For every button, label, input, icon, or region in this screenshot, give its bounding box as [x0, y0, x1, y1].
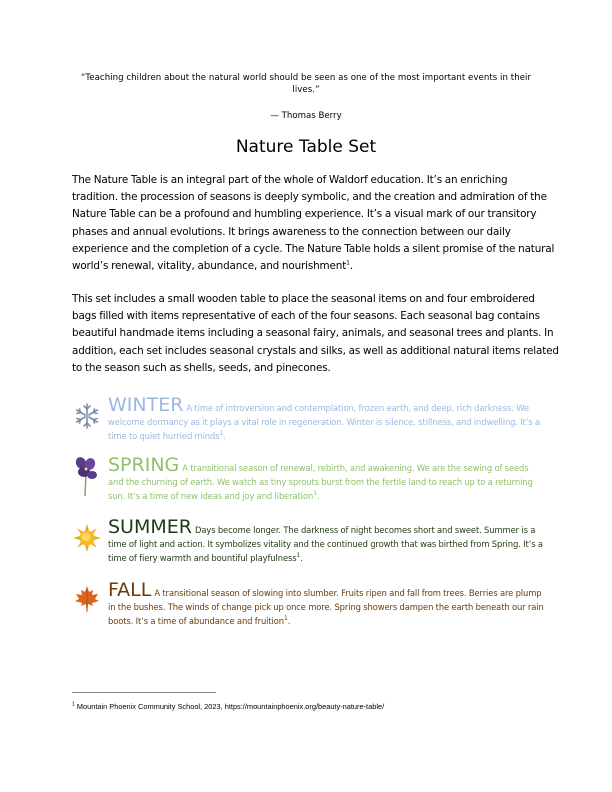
paragraph-line: phases and annual evolutions. It brings awareness to the connection between our daily: [72, 225, 511, 238]
season-text-line: time of light and action. It symbolizes vitality and the continued growth that was birthed from Spring. It’s a: [108, 539, 543, 549]
sentence-end: .: [287, 616, 291, 626]
paragraph-line: This set includes a small wooden table to place the seasonal items on and four embroidered: [72, 293, 535, 305]
season-text-line: Days become longer. The darkness of night becomes short and sweet. Summer is a: [194, 525, 536, 535]
maple-leaf-icon: [72, 584, 102, 614]
season-text-line: A time of introversion and contemplation, frozen earth, and deep, rich darkness. We: [186, 403, 529, 413]
sentence-end: .: [349, 260, 353, 273]
season-text-line: sun. It’s a time of new ideas and joy and liberation: [108, 491, 314, 501]
sentence-end: .: [300, 553, 303, 563]
page-title: Nature Table Set: [235, 137, 377, 157]
paragraph-line: Nature Table can be a profound and humbling experience. It’s a visual mark of our transitory: [72, 208, 537, 221]
paragraph-line: beautiful handmade items including a seasonal fairy, animals, and seasonal trees and plants. In: [72, 327, 554, 340]
paragraph-line-text: world’s renewal, vitality, abundance, and nourishment: [72, 260, 347, 273]
footnote-reference[interactable]: 1: [346, 259, 350, 267]
epigraph-attribution: — Thomas Berry: [270, 111, 342, 121]
season-text-line: A transitional season of slowing into slumber. Fruits ripen and fall from trees. Berries are plump: [154, 588, 542, 598]
sentence-end: .: [316, 491, 320, 501]
season-text-line: and the churning of earth. We watch as tiny sprouts burst from the fertile land to reach up to a returning: [108, 477, 533, 487]
paragraph-line: The Nature Table is an integral part of the whole of Waldorf education. It’s an enriching: [72, 174, 508, 186]
paragraph-line: tradition. the procession of seasons is deeply symbolic, and the creation and admiration of the: [72, 191, 547, 204]
footnote-separator: [72, 692, 216, 693]
violet-flower-icon: [72, 455, 102, 497]
season-text-line: time of fiery warmth and bountiful playfulness: [108, 553, 297, 563]
footnote-marker: 1: [72, 701, 75, 708]
season-text-line: welcome dormancy as it plays a vital role in regeneration. Winter is silence, stillness, and indwelling. It’s a: [108, 417, 541, 427]
paragraph-line: to the season such as shells, seeds, and pinecones.: [72, 361, 331, 374]
footnote-reference[interactable]: 1: [296, 552, 301, 560]
footnote-reference[interactable]: 1: [219, 430, 224, 438]
paragraph-line: experience and the completion of a cycle. The Nature Table holds a silent promise of the natural: [72, 242, 555, 255]
season-name: SUMMER: [108, 516, 192, 538]
season-description: [108, 516, 548, 565]
season-name: FALL: [108, 579, 152, 601]
intro-paragraph: [72, 172, 555, 275]
footnote: [72, 702, 384, 712]
season-name: WINTER: [108, 394, 184, 416]
season-description: [108, 394, 548, 443]
season-description: [108, 579, 548, 628]
epigraph-quote: [70, 72, 542, 96]
season-text-line: boots. It’s a time of abundance and fruition: [108, 616, 285, 626]
paragraph-line: bags filled with items representative of each of the four seasons. Each seasonal bag contains: [72, 310, 540, 323]
set-description-paragraph: [72, 291, 559, 377]
sentence-end: .: [223, 431, 226, 441]
season-description: [108, 454, 548, 503]
sun-icon: [72, 523, 102, 553]
paragraph-line: [72, 258, 544, 275]
footnote-reference[interactable]: 1: [313, 490, 317, 498]
footnote-reference[interactable]: 1: [284, 615, 288, 623]
season-text-line: time to quiet hurried minds: [108, 431, 220, 441]
footnote-text: Mountain Phoenix Community School, 2023, https://mountainphoenix.org/beauty-nature-table/: [74, 702, 385, 711]
season-text-line: A transitional season of renewal, rebirth, and awakening. We are the sewing of seeds: [182, 463, 529, 473]
season-text-line: in the bushes. The winds of change pick up once more. Spring showers dampen the earth beneath our rain: [108, 602, 544, 612]
paragraph-line: addition, each set includes seasonal crystals and silks, as well as additional natural items related: [72, 344, 559, 357]
quote-line: lives.”: [292, 85, 320, 95]
quote-line: “Teaching children about the natural world should be seen as one of the most important events in their: [80, 73, 532, 83]
snowflake-icon: [72, 401, 102, 431]
season-name: SPRING: [108, 454, 180, 476]
